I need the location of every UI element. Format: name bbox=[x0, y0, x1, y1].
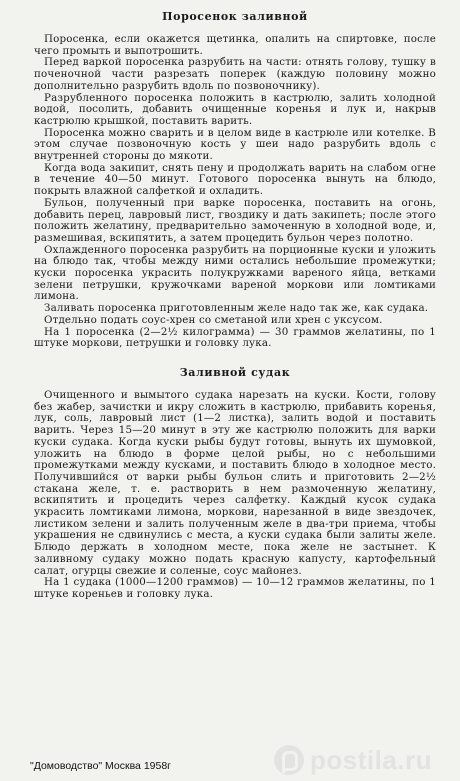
paragraph: Бульон, полученный при варке поросенка, поставить на огонь, добавить перец, лавровый лист, гвоздику и дать закипеть; после этого положить желатину, предварительно замоченную в холодной воде, и, размешивая, вскипятить, а затем процедить бульон через полотно. bbox=[34, 196, 436, 244]
section-title-jellied-piglet: Поросенок заливной bbox=[162, 10, 308, 23]
section-title-jellied-pikeperch: Заливной судак bbox=[179, 365, 291, 379]
postila-logo-icon bbox=[274, 745, 304, 775]
paragraph: Охлажденного поросенка разрубить на порционные куски и уложить на блюдо так, чтобы между ними остались небольшие промежутки; куски поросенка украсить полукружками вареного яйца, ветками зелени петрушки, кружочками вареной моркови или ломтиками лимона. bbox=[34, 243, 436, 303]
paragraph: Отдельно подать соус-хрен со сметаной или хрен с уксусом. bbox=[44, 313, 383, 326]
paragraph: Поросенка, если окажется щетинка, опалить на спиртовке, после чего промыть и выпотрошить. bbox=[34, 33, 436, 57]
paragraph: Заливать поросенка приготовленным желе надо так же, как судака. bbox=[44, 302, 429, 315]
section-body-jellied-pikeperch bbox=[34, 390, 436, 601]
watermark bbox=[274, 744, 452, 776]
paragraph: Перед варкой поросенка разрубить на части: отнять голову, тушку в поченочной части разрезать поперек (каждую половину можно дополнительно разрубить вдоль по позвоночнику). bbox=[34, 56, 436, 92]
section-body-jellied-piglet bbox=[34, 34, 436, 350]
source-caption: "Домоводство" Москва 1958г bbox=[30, 760, 172, 772]
watermark-text: postila.ru bbox=[310, 744, 433, 775]
paragraph: На 1 поросенка (2—2½ килограмма) — 30 граммов желатины, по 1 штуке моркови, петрушки и головку лука. bbox=[34, 325, 436, 350]
page-content bbox=[34, 10, 436, 601]
paragraph: Поросенка можно сварить и в целом виде в кастрюле или котелке. В этом случае позвоночную кость у шеи надо разрубить вдоль с внутренней стороны до мякоти. bbox=[34, 126, 436, 163]
paragraph: Очищенного и вымытого судака нарезать на куски. Кости, голову без жабер, зачистки и икру сложить в кастрюлю, прибавить коренья, лук, соль, лавровый лист (1—2 листка), залить водой и поставить варить. Через 15—20 минут в эту же кастрюлю положить для варки куски судака. Когда куски рыбы будут готовы, вынуть их шумовкой, уложить на блюдо в форме целой рыбы, но с небольшими промежутками между кусками, и поставить блюдо в холодное место. Получившийся от варки рыбы бульон слить и приготовить 2—2½ стакана желе, т. е. растворить в нем размоченную желатину, вскипятить и процедить через салфетку. Каждый кусок судака украсить ломтиками лимона, моркови, нарезанной в виде звездочек, листиком зелени и залить полученным желе в два-три приема, чтобы украшения не сдвинулись с места, а куски судака были залиты желе. Блюдо держать в холодном месте, пока желе не застынет. К заливному судаку можно подать красную капусту, картофельный салат, огурцы свежие и соленые, соус майонез. bbox=[34, 388, 436, 577]
paragraph: Когда вода закипит, снять пену и продолжать варить на слабом огне в течение 40—50 минут. Готового поросенка вынуть на блюдо, покрыть влажной салфеткой и охладить. bbox=[34, 161, 436, 198]
paragraph: Разрубленного поросенка положить в кастрюлю, залить холодной водой, посолить, добавить очищенные коренья и лук и, накрыв кастрюлю крышкой, поставить варить. bbox=[34, 91, 436, 127]
paragraph: На 1 судака (1000—1200 граммов) — 10—12 граммов желатины, по 1 штуке кореньев и головку лука. bbox=[34, 576, 436, 600]
